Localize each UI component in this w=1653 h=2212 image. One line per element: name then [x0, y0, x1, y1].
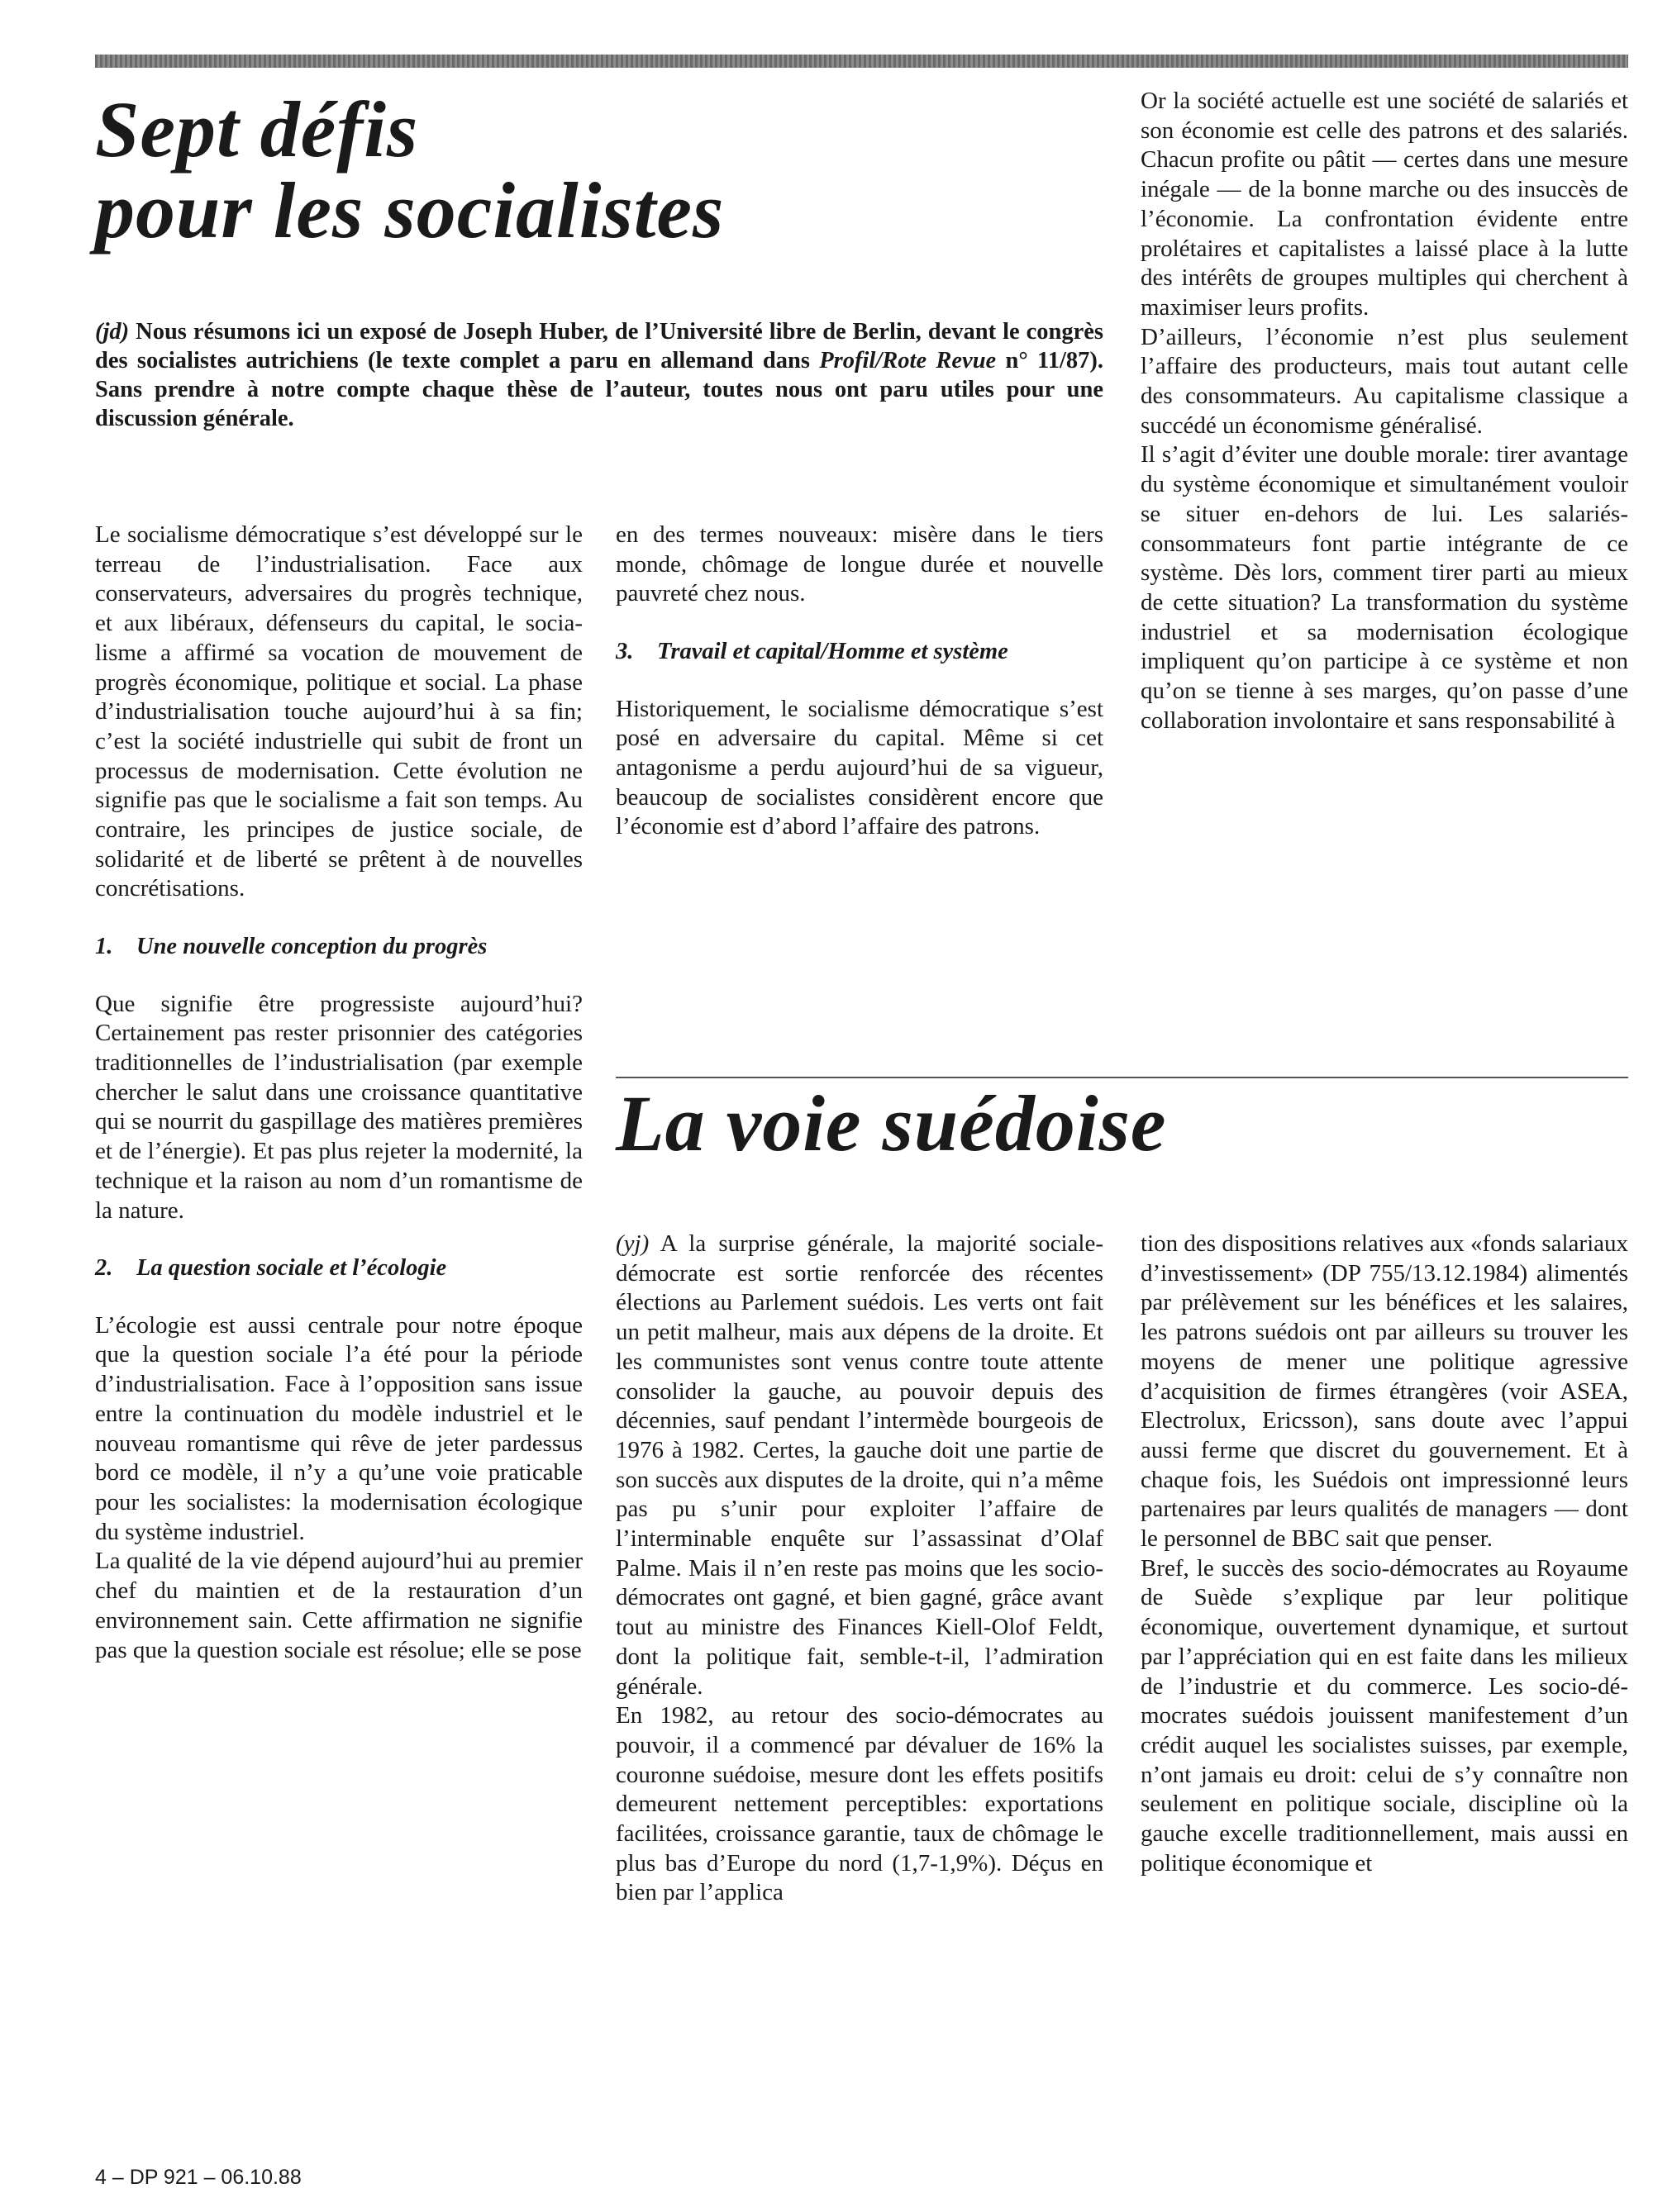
section-number: 1. — [95, 934, 113, 960]
intro-journal-name: Profil/Rote Revue — [819, 348, 997, 373]
article-title-line2: pour les socialistes — [95, 166, 725, 254]
column-2-top — [616, 521, 1103, 842]
article-2-title: La voie suédoise — [616, 1079, 1167, 1168]
article-title-line1: Sept défis — [95, 85, 419, 174]
paragraph — [616, 1230, 1103, 1701]
intro-text-part2: n° 11/87). Sans prendre à notre compte chaque thèse de l’auteur, toutes nous ont paru utiles pour une discussion générale. — [95, 348, 1103, 431]
section-heading-text: Une nouvelle conception du progrès — [136, 934, 488, 960]
paragraph: Le socialisme démocratique s’est développé sur le terreau de l’industrialisation. Face aux conservateurs, adversaires du progrès technique, et aux libéraux, défenseurs du capital, le socialisme a affirmé sa vocation de mouvement de progrès économique, politique et social. La phase d’industrialisation touche aujourd’hui à sa fin; c’est la société industrielle qui subit de front un processus de modernisation. Cette évolution ne signifie pas que le socialisme a fait son temps. Au contraire, les principes de justice sociale, de solidarité et de liberté se prêtent à de nouvelles concrétisations. — [95, 521, 583, 902]
intro-text-part1: Nous résumons ici un exposé de Joseph Huber, de l’Université libre de Berlin, devant le congrès des socialistes autrichiens (le texte complet a paru en allemand dans — [95, 319, 1103, 373]
paragraph: D’ailleurs, l’économie n’est plus seulement l’affaire des producteurs, mais tout autant celle des consommateurs. Au capitalisme classique a succédé un économisme généralisé. — [1141, 323, 1628, 439]
paragraph: Il s’agit d’éviter une double morale: tirer avantage du système économique et simultanément vouloir se situer en-dehors de lui. Les salariés-consommateurs font partie intégrante de ce système. Dès lors, comment tirer parti au mieux de cette situation? La transformation du système industriel et sa modernisation écologique impliquent qu’on participe à ce système et non qu’on se tienne à ses marges, qu’on passe d’une collaboration involontaire et sans responsabilité à — [1141, 441, 1628, 734]
paragraph: Que signifie être progressiste aujourd’hui? Certainement pas rester prisonnier des catégories traditionnelles de l’industrialisation (par exemple chercher le salut dans une croissance quantitative qui se nourrit du gaspillage des matières premières et de l’énergie). Et pas plus rejeter la modernité, la technique et la raison au nom d’un romantisme de la nature. — [95, 990, 583, 1224]
paragraph: en des termes nouveaux: misère dans le tiers monde, chômage de longue durée et nouvelle pauvreté chez nous. — [616, 521, 1103, 607]
article-title — [95, 85, 1103, 254]
paragraph: En 1982, au retour des socio-démocrates au pouvoir, il a commencé par dévaluer de 16% la couronne suédoise, mesure dont les effets positifs demeurent nettement perceptibles: exportations facilitées, croissance garantie, taux de chômage le plus bas d’Europe du nord (1,7-1,9%). Déçus en bien par l’applica — [616, 1702, 1103, 1906]
page-footer: 4 – DP 921 – 06.10.88 — [95, 2166, 302, 2189]
paragraph: Or la société actuelle est une société de salariés et son économie est celle des patrons et des salariés. Chacun profite ou pâtit — certes dans une mesure inégale — de la bonne marche ou des insuccès de l’économie. La confrontation évidente entre prolétaires et capitalistes a laissé place à la lutte des intérêts de groupes multiples qui cherchent à maximiser leurs profits. — [1141, 88, 1628, 321]
section-heading-text: Travail et capital/Homme et système — [657, 639, 1008, 665]
section-number: 2. — [95, 1255, 113, 1282]
paragraph-text: A la surprise générale, la majorité sociale-démocrate est sortie renforcée des récentes élections au Parlement suédois. Les verts ont fait un petit malheur, mais aux dépens de la droite. Et les communistes sont venus contre toute attente consolider la gauche, au pouvoir depuis des décennies, sauf pendant l’intermède bourgeois de 1976 à 1982. Certes, la gauche doit une partie de son succès aux disputes de la droite, qui n’a même pas pu s’unir pour exploiter l’affaire de l’interminable enquête sur l’assassinat d’Olaf Palme. Mais il n’en reste pas moins que les socio-démocrates ont gagné, et bien gagné, grâce avant tout au ministre des Finances Kiell-Olof Feldt, dont la politique fait, semble-t-il, l’admiration générale. — [616, 1230, 1103, 1700]
column-2-bottom — [616, 1230, 1103, 1908]
top-rule-bar — [95, 55, 1628, 68]
paragraph: Bref, le succès des socio-démocrates au Royaume de Suède s’explique par leur politique économique, ouvertement dynamique, et surtout par l’appréciation qui en est faite dans les milieux de l’industrie et du commerce. Les socio-démocrates suédois jouissent manifestement d’un crédit auquel les socialistes suisses, par exemple, n’ont jamais eu droit: celui de s’y connaître non seulement en politique sociale, discipline où la gauche excelle traditionnellement, mais aussi en politique économique et — [1141, 1554, 1628, 1877]
author-initials: (yj) — [616, 1230, 650, 1257]
paragraph: tion des dispositions relatives aux «fonds salariaux d’investissement» (DP 755/13.12.1984) alimentés par prélèvement sur les bénéfices et les salaires, les patrons suédois ont par ailleurs su trouver les moyens de mener une politique agressive d’acquisition de firmes étrangères (voir ASEA, Electrolux, Ericsson), sans doute avec l’appui aussi ferme que discret du gouvernement. Et à chaque fois, les Suédois ont impressionné leurs partenaires par leurs qualités de managers — dont le personnel de BBC sait que penser. — [1141, 1230, 1628, 1553]
paragraph: L’écologie est aussi centrale pour notre époque que la question sociale l’a été pour la période d’industrialisation. Face à l’opposition sans issue entre la continuation du modèle industriel et le nouveau romantisme qui rêve de jeter pardessus bord ce modèle, il n’y a qu’une voie praticable pour les socialistes: la modernisation écologique du système industriel. — [95, 1311, 583, 1545]
section-heading-text: La question sociale et l’écologie — [136, 1255, 447, 1282]
section-number: 3. — [616, 639, 634, 665]
paragraph: Historiquement, le socialisme démocratique s’est posé en adversaire du capital. Même si cet antagonisme a perdu aujourd’hui de sa vigueur, beaucoup de socialistes considèrent encore que l’économie est d’abord l’affaire des patrons. — [616, 695, 1103, 840]
section-heading-3 — [616, 637, 1103, 667]
column-3-bottom — [1141, 1230, 1628, 1878]
paragraph: La qualité de la vie dépend aujourd’hui au premier chef du maintien et de la restauration d’un environnement sain. Cette affirmation ne signifie pas que la question sociale est résolue; elle se pose — [95, 1548, 583, 1663]
column-3-top — [1141, 87, 1628, 735]
section-heading-2 — [95, 1253, 583, 1283]
section-heading-1 — [95, 932, 583, 962]
intro-author-initials: (jd) — [95, 319, 130, 345]
article-intro — [95, 317, 1103, 433]
column-1 — [95, 521, 583, 1665]
